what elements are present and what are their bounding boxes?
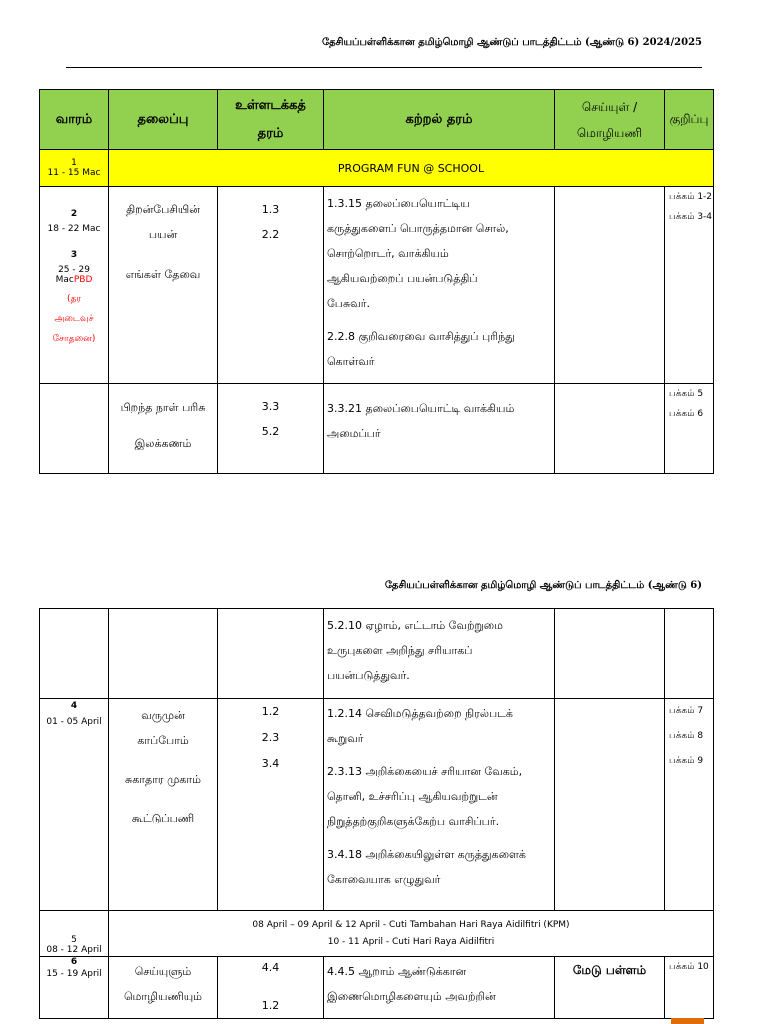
content-standard-cell: 3.3 5.2 (218, 384, 324, 474)
table-row (40, 911, 714, 957)
note-cell: பக்கம் 1-2 பக்கம் 3-4 (665, 187, 714, 384)
note-cell: பக்கம் 7 பக்கம் 8 பக்கம் 9 (665, 699, 714, 911)
page-corner-marker (671, 1018, 704, 1024)
note-cell: பக்கம் 10 (665, 957, 714, 1019)
note-cell (665, 609, 714, 699)
topic-cell: பிறந்த நாள் பரிசு இலக்கணம் (109, 384, 218, 474)
table-row (40, 957, 714, 1019)
program-banner: PROGRAM FUN @ SCHOOL (109, 150, 714, 187)
week-cell (40, 609, 109, 699)
col-topic: தலைப்பு (109, 90, 218, 150)
poem-cell (555, 609, 665, 699)
content-standard-cell: 4.4 1.2 (218, 957, 324, 1019)
content-standard-cell: 1.2 2.3 3.4 (218, 699, 324, 911)
table-row (40, 150, 714, 187)
week-cell: 4 01 - 05 April (40, 699, 109, 911)
col-poem: செய்யுள் / மொழியணி (555, 90, 665, 150)
poem-cell (555, 187, 665, 384)
document-header: தேசியப்பள்ளிக்கான தமிழ்மொழி ஆண்டுப் பாடத்திட்டம் (ஆண்டு 6) (384, 580, 702, 591)
table-row (40, 699, 714, 911)
learning-standard-cell: 5.2.10 ஏழாம், எட்டாம் வேற்றுமை உருபுகளை அறிந்து சரியாகப் பயன்படுத்துவர். (324, 609, 555, 699)
topic-cell: வருமுன் காப்போம் சுகாதார முகாம் கூட்டுப்பணி (109, 699, 218, 911)
table-row (40, 609, 714, 699)
week-cell: 6 15 - 19 April (40, 957, 109, 1019)
col-note: குறிப்பு (665, 90, 714, 150)
week-cell: 5 08 - 12 April (40, 911, 109, 957)
header-row (40, 90, 714, 150)
topic-cell: திறன்பேசியின் பயன் எங்கள் தேவை (109, 187, 218, 384)
content-standard-cell (218, 609, 324, 699)
learning-standard-cell: 1.2.14 செவிமடுத்தவற்றை நிரல்படக் கூறுவர் 2.3.13 அறிக்கையைச் சரியான வேகம், தொனி, உச்சரிப்பு ஆகியவற்றுடன் நிறுத்தற்குறிகளுக்கேற்ப வாசிப்பர். 3.4.18 அறிக்கையிலுள்ள கருத்துகளைக் கோவையாக எழுதுவர் (324, 699, 555, 911)
document-header: தேசியப்பள்ளிக்கான தமிழ்மொழி ஆண்டுப் பாடத்திட்டம் (ஆண்டு 6) 2024/2025 (322, 37, 702, 48)
note-cell: பக்கம் 5 பக்கம் 6 (665, 384, 714, 474)
week-cell (40, 384, 109, 474)
poem-cell: மேடு பள்ளம் (555, 957, 665, 1019)
syllabus-table-2 (39, 608, 714, 1019)
poem-cell (555, 384, 665, 474)
week-cell: 1 11 - 15 Mac (40, 150, 109, 187)
col-week: வாரம் (40, 90, 109, 150)
topic-cell: செய்யுளும் மொழியணியும் (109, 957, 218, 1019)
syllabus-table-1 (39, 89, 714, 474)
poem-cell (555, 699, 665, 911)
learning-standard-cell: 1.3.15 தலைப்பையொட்டிய கருத்துகளைப் பொருத்தமான சொல், சொற்றொடர், வாக்கியம் ஆகியவற்றைப் பயன்படுத்திப் பேசுவர். 2.2.8 குறிவரைவை வாசித்துப் புரிந்து கொள்வர் (324, 187, 555, 384)
table-row (40, 384, 714, 474)
col-learning-standard: கற்றல் தரம் (324, 90, 555, 150)
content-standard-cell: 1.3 2.2 (218, 187, 324, 384)
week-cell: 2 18 - 22 Mac 3 25 - 29 MacPBD (தர அடைவுச் சோதனை) (40, 187, 109, 384)
header-rule (66, 67, 702, 68)
topic-cell (109, 609, 218, 699)
learning-standard-cell: 4.4.5 ஆறாம் ஆண்டுக்கான இணைமொழிகளையும் அவற்றின் (324, 957, 555, 1019)
col-content-standard: உள்ளடக்கத் தரம் (218, 90, 324, 150)
learning-standard-cell: 3.3.21 தலைப்பையொட்டி வாக்கியம் அமைப்பர் (324, 384, 555, 474)
table-row (40, 187, 714, 384)
holiday-banner: 08 April – 09 April & 12 April - Cuti Tambahan Hari Raya Aidilfitri (KPM) 10 - 11 April - Cuti Hari Raya Aidilfitri (109, 911, 714, 957)
